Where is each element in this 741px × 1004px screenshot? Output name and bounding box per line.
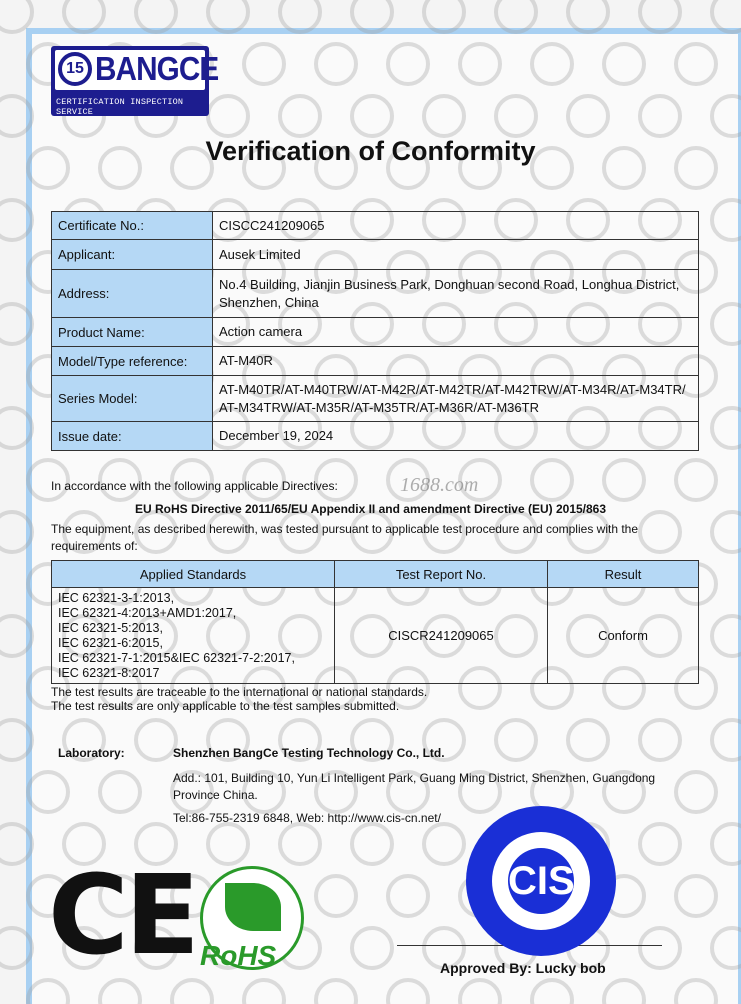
watermark-logo-icon	[674, 874, 718, 918]
standard: IEC 62321-4:2013+AMD1:2017,	[58, 605, 237, 620]
standard: IEC 62321-7-1:2015&IEC 62321-7-2:2017,	[58, 650, 295, 665]
laboratory-contact: Tel:86-755-2319 6848, Web: http://www.cis-cn.net/	[173, 811, 441, 825]
standards-table	[51, 560, 699, 684]
label: Issue date:	[52, 422, 213, 451]
label: Model/Type reference:	[52, 347, 213, 376]
label: Product Name:	[52, 318, 213, 347]
laboratory-address: Add.: 101, Building 10, Yun Li Intelligent Park, Guang Ming District, Shenzhen, Guangdong Province China.	[173, 771, 656, 802]
applicant: Ausek Limited	[212, 240, 698, 270]
watermark-logo-icon	[206, 822, 250, 866]
standard: IEC 62321-3-1:2013,	[58, 590, 175, 605]
logo-brand: BANGCE	[95, 50, 219, 87]
watermark-logo-icon	[458, 42, 502, 86]
page-title: Verification of Conformity	[205, 136, 536, 166]
note: The test results are traceable to the international or national standards.	[51, 685, 428, 699]
product-name: Action camera	[212, 318, 698, 347]
watermark-logo-icon	[530, 42, 574, 86]
certificate-info-table	[51, 211, 699, 451]
label: Address:	[52, 270, 213, 318]
watermark-logo-icon	[134, 718, 178, 762]
watermark-logo-icon	[314, 874, 358, 918]
ce-mark: CE	[48, 851, 196, 979]
header-report: Test Report No.	[335, 561, 548, 588]
laboratory-label: Laboratory:	[58, 746, 125, 760]
watermark-logo-icon	[26, 770, 70, 814]
standard: IEC 62321-6:2015,	[58, 635, 163, 650]
watermark-logo-icon	[98, 770, 142, 814]
result: Conform	[548, 588, 699, 684]
watermark-logo-icon	[242, 42, 286, 86]
bangce-logo	[51, 46, 219, 117]
note: The test results are only applicable to the test samples submitted.	[51, 699, 400, 713]
watermark-logo-icon	[566, 718, 610, 762]
watermark-logo-icon	[386, 42, 430, 86]
address: No.4 Building, Jianjin Business Park, Donghuan second Road, Longhua District, Shenzhen, China	[212, 270, 698, 318]
watermark-logo-icon	[278, 94, 322, 138]
watermark-logo-icon	[422, 822, 466, 866]
standards-list	[52, 588, 335, 684]
watermark-1688: 1688.com	[400, 474, 479, 496]
watermark-logo-icon	[602, 42, 646, 86]
watermark-logo-icon	[494, 718, 538, 762]
seal-mark: CIS	[508, 848, 574, 914]
certificate-number: CISCC241209065	[212, 212, 698, 240]
directive: EU RoHS Directive 2011/65/EU Appendix II and amendment Directive (EU) 2015/863	[134, 502, 607, 516]
label: Applicant:	[52, 240, 213, 270]
watermark-logo-icon	[638, 94, 682, 138]
series-model: AT-M40TR/AT-M40TRW/AT-M42R/AT-M42TR/AT-M42TRW/AT-M34R/AT-M34TR/AT-M34TRW/AT-M35R/AT-M35TR/AT-M36R/AT-M36TR	[212, 376, 698, 422]
logo-tagline: CERTIFICATION INSPECTION SERVICE	[56, 97, 184, 117]
approved-by: Approved By: Lucky bob	[440, 960, 606, 976]
company-seal	[466, 806, 616, 956]
watermark-logo-icon	[494, 94, 538, 138]
label: Series Model:	[52, 376, 213, 422]
watermark-logo-icon	[638, 718, 682, 762]
compliance-text: The equipment, as described herewith, was tested pursuant to applicable test procedure and complies with the requirements of:	[51, 522, 639, 553]
watermark-logo-icon	[566, 94, 610, 138]
watermark-logo-icon	[638, 822, 682, 866]
watermark-logo-icon	[350, 94, 394, 138]
watermark-logo-icon	[350, 926, 394, 970]
rohs-mark: RoHS	[200, 940, 277, 971]
laboratory-name: Shenzhen BangCe Testing Technology Co., Ltd.	[173, 746, 445, 760]
watermark-logo-icon	[602, 458, 646, 502]
model-reference: AT-M40R	[212, 347, 698, 376]
standard: IEC 62321-5:2013,	[58, 620, 163, 635]
watermark-logo-icon	[674, 458, 718, 502]
label: Certificate No.:	[52, 212, 213, 240]
watermark-logo-icon	[674, 42, 718, 86]
issue-date: December 19, 2024	[212, 422, 698, 451]
header-standards: Applied Standards	[52, 561, 335, 588]
watermark-logo-icon	[422, 94, 466, 138]
watermark-logo-icon	[530, 458, 574, 502]
standard: IEC 62321-8:2017	[58, 665, 160, 680]
watermark-logo-icon	[278, 822, 322, 866]
watermark-logo-icon	[314, 42, 358, 86]
watermark-logo-icon	[206, 94, 250, 138]
directives-intro: In accordance with the following applicable Directives:	[51, 479, 338, 493]
cis-logo-icon: 15	[58, 52, 92, 86]
test-report-number: CISCR241209065	[335, 588, 548, 684]
watermark-logo-icon	[386, 874, 430, 918]
header-result: Result	[548, 561, 699, 588]
watermark-logo-icon	[638, 926, 682, 970]
watermark-logo-icon	[350, 822, 394, 866]
